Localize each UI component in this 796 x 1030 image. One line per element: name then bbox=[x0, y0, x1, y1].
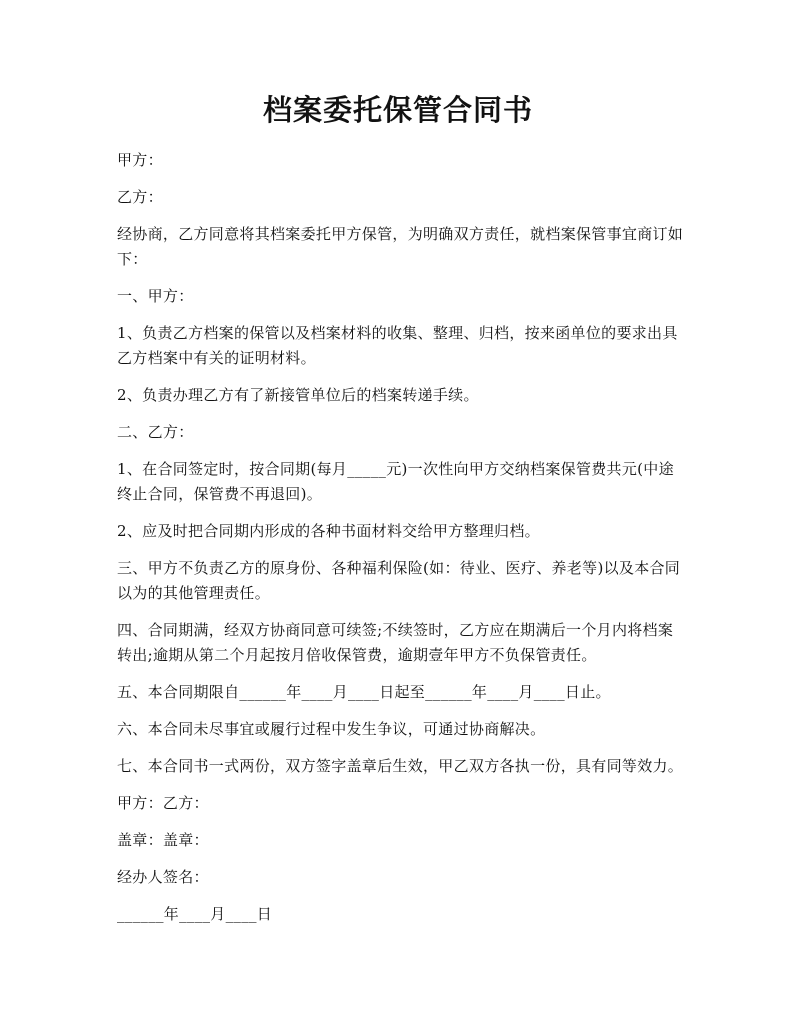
signature-parties-line: 甲方：乙方： bbox=[117, 794, 209, 812]
section-1-heading: 一、甲方： bbox=[117, 287, 194, 305]
document-body bbox=[117, 148, 687, 939]
section-7-paragraph: 七、本合同书一式两份，双方签字盖章后生效，甲乙双方各执一份，具有同等效力。 bbox=[117, 757, 684, 775]
party-b-line: 乙方： bbox=[117, 188, 163, 206]
section-2-item-1: 1、在合同签定时，按合同期(每月_____元)一次性向甲方交纳档案保管费共元(中途终止合同，保管费不再退回)。 bbox=[117, 460, 674, 503]
section-2-item-2: 2、应及时把合同期内形成的各种书面材料交给甲方整理归档。 bbox=[117, 522, 540, 540]
section-1-item-2: 2、负责办理乙方有了新接管单位后的档案转递手续。 bbox=[117, 386, 479, 404]
section-4-paragraph: 四、合同期满，经双方协商同意可续签;不续签时，乙方应在期满后一个月内将档案转出;逾期从第二个月起按月倍收保管费，逾期壹年甲方不负保管责任。 bbox=[117, 621, 674, 664]
section-2-heading: 二、乙方： bbox=[117, 423, 194, 441]
section-5-paragraph: 五、本合同期限自______年____月____日起至______年____月____日止。 bbox=[117, 683, 611, 701]
party-a-line: 甲方： bbox=[117, 151, 163, 169]
agent-signature-line: 经办人签名： bbox=[117, 868, 209, 886]
section-1-item-1: 1、负责乙方档案的保管以及档案材料的收集、整理、归档，按来函单位的要求出具乙方档案中有关的证明材料。 bbox=[117, 324, 678, 367]
seal-line: 盖章：盖章： bbox=[117, 831, 209, 849]
section-6-paragraph: 六、本合同未尽事宜或履行过程中发生争议，可通过协商解决。 bbox=[117, 720, 546, 738]
date-line: ______年____月____日 bbox=[117, 905, 273, 923]
intro-paragraph: 经协商，乙方同意将其档案委托甲方保管，为明确双方责任，就档案保管事宜商订如下： bbox=[117, 225, 684, 268]
document-title: 档案委托保管合同书 bbox=[262, 93, 533, 127]
section-3-paragraph: 三、甲方不负责乙方的原身份、各种福利保险(如：待业、医疗、养老等)以及本合同以为的其他管理责任。 bbox=[117, 559, 681, 602]
